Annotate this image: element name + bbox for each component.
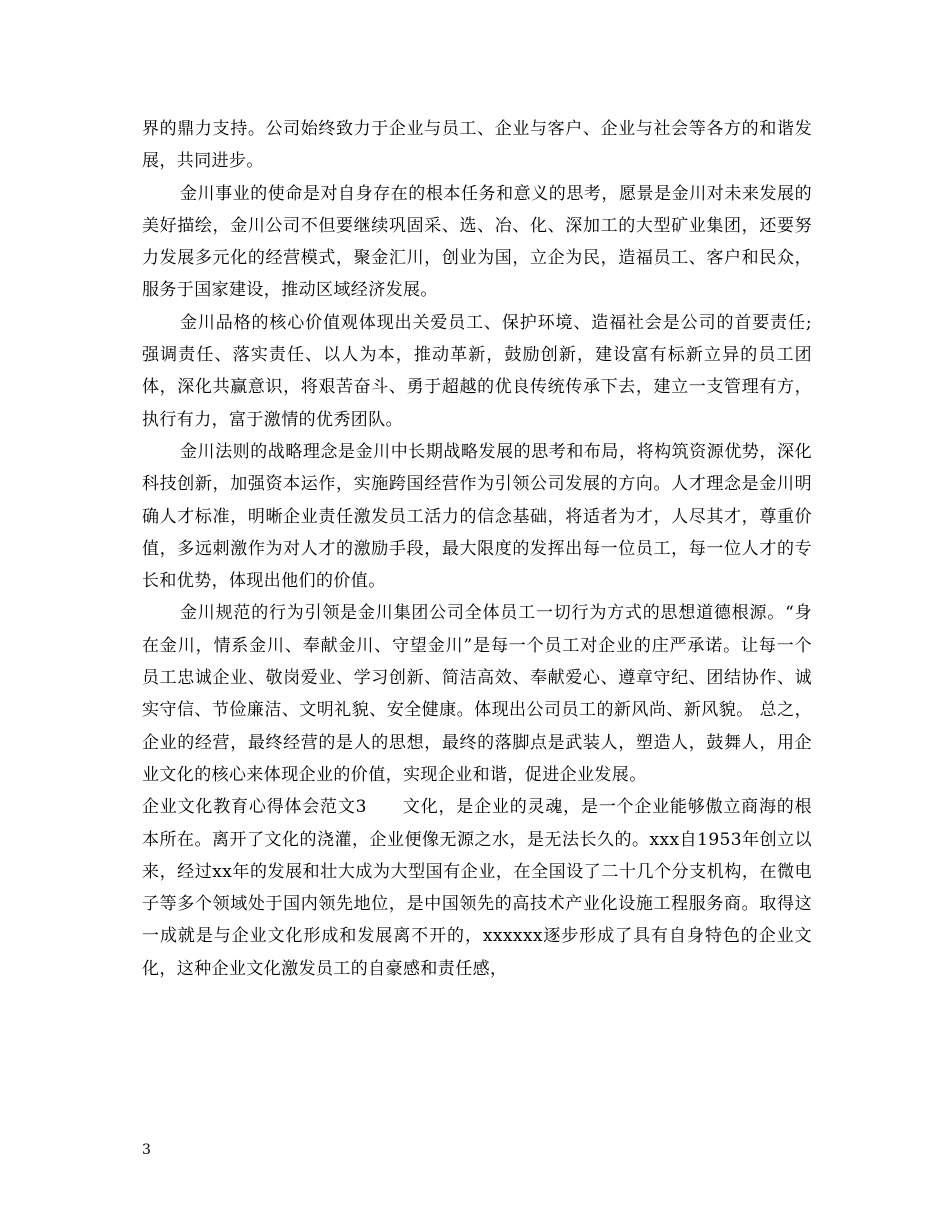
document-body [142,113,812,985]
paragraph-code-of-conduct: 金川规范的行为引领是金川集团公司全体员工一切行为方式的思想道德根源。“身在金川，情系金川、奉献金川、守望金川”是每一个员工对企业的庄严承诺。让每一个员工忠诚企业、敬岗爱业、学习创新、简洁高效、奉献爱心、遵章守纪、团结协作、诚实守信、节俭廉洁、文明礼貌、安全健康。体现出公司员工的新风尚、新风貌。 总之，企业的经营，最终经营的是人的思想，最终的落脚点是武装人，塑造人，鼓舞人，用企业文化的核心来体现企业的价值，实现企业和谐，促进企业发展。 [142,603,812,785]
paragraph-core-values: 金川品格的核心价值观体现出关爱员工、保护环境、造福社会是公司的首要责任;强调责任、落实责任、以人为本，推动革新，鼓励创新，建设富有标新立异的员工团体，深化共赢意识，将艰苦奋斗、勇于超越的优良传统传承下去，建立一支管理有方，执行有力，富于激情的优秀团队。 [142,312,812,430]
paragraph-continuation: 界的鼎力支持。公司始终致力于企业与员工、企业与客户、企业与社会等各方的和谐发展，共同进步。 [142,119,812,172]
page-number: 3 [142,1142,151,1158]
paragraph-essay-3: 企业文化教育心得体会范文3 文化，是企业的灵魂，是一个企业能够傲立商海的根本所在。离开了文化的浇灌，企业便像无源之水，是无法长久的。xxx自1953年创立以来，经过xx年的发展和壮大成为大型国有企业，在全国设了二十几个分支机构，在微电子等多个领域处于国内领先地位，是中国领先的高技术产业化设施工程服务商。取得这一成就是与企业文化形成和发展离不开的，xxxxxx逐步形成了具有自身特色的企业文化，这种企业文化激发员工的自豪感和责任感， [142,797,812,979]
paragraph-strategy-talent: 金川法则的战略理念是金川中长期战略发展的思考和布局，将构筑资源优势，深化科技创新，加强资本运作，实施跨国经营作为引领公司发展的方向。人才理念是金川明确人才标准，明晰企业责任激发员工活力的信念基础，将适者为才，人尽其才，尊重价值，多远刺激作为对人才的激励手段，最大限度的发挥出每一位员工，每一位人才的专长和优势，体现出他们的价值。 [142,441,812,592]
paragraph-mission-vision: 金川事业的使命是对自身存在的根本任务和意义的思考，愿景是金川对未来发展的美好描绘，金川公司不但要继续巩固采、选、冶、化、深加工的大型矿业集团，还要努力发展多元化的经营模式，聚金汇川，创业为国，立企为民，造福员工、客户和民众，服务于国家建设，推动区域经济发展。 [142,183,812,301]
